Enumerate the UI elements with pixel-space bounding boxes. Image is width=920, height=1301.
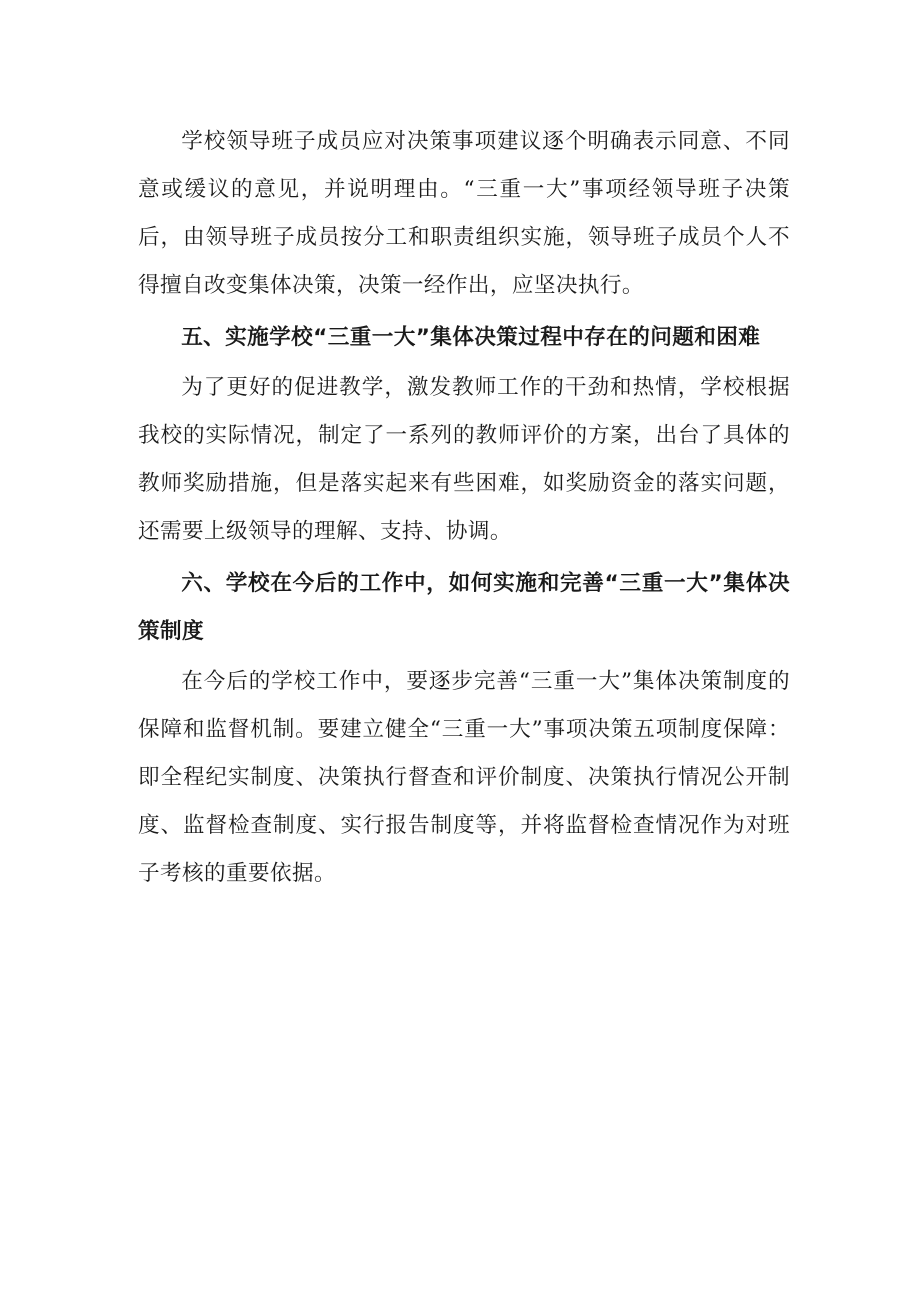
document-page	[138, 118, 790, 898]
body-paragraph-future-work: 在今后的学校工作中，要逐步完善“三重一大”集体决策制度的保障和监督机制。要建立健全“三重一大”事项决策五项制度保障：即全程纪实制度、决策执行督查和评价制度、决策执行情况公开制度、监督检查制度、实行报告制度等，并将监督检查情况作为对班子考核的重要依据。	[138, 669, 790, 886]
section-heading-six: 六、学校在今后的工作中，如何实施和完善“三重一大”集体决策制度	[138, 571, 790, 644]
section-heading-five: 五、实施学校“三重一大”集体决策过程中存在的问题和困难	[181, 325, 761, 350]
body-paragraph-problems: 为了更好的促进教学，激发教师工作的干劲和热情，学校根据我校的实际情况，制定了一系列的教师评价的方案，出台了具体的教师奖励措施，但是落实起来有些困难，如奖励资金的落实问题，还需要上级领导的理解、支持、协调。	[138, 375, 790, 544]
body-paragraph-decision-implementation: 学校领导班子成员应对决策事项建议逐个明确表示同意、不同意或缓议的意见，并说明理由。“三重一大”事项经领导班子决策后，由领导班子成员按分工和职责组织实施，领导班子成员个人不得擅自改变集体决策，决策一经作出，应坚决执行。	[138, 129, 790, 298]
